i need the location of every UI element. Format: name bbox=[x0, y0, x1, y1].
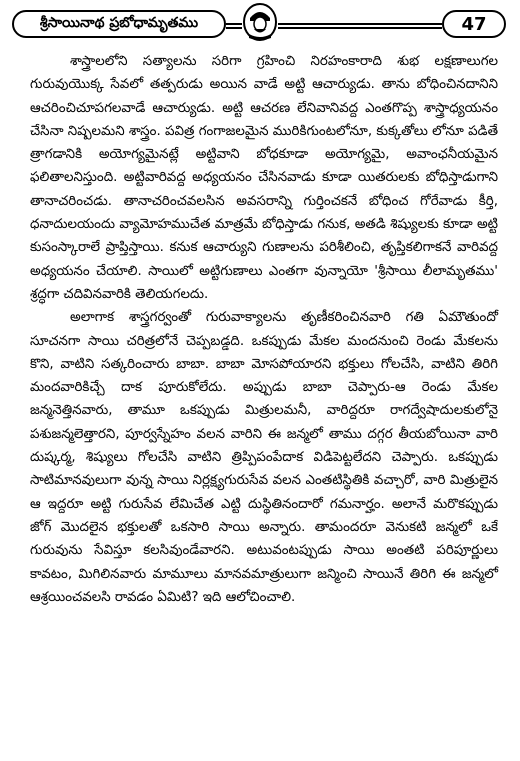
running-title: శ్రీసాయినాథ ప్రబోధామృతము bbox=[12, 10, 226, 38]
paragraph-2: అలాగాక శాస్త్రగర్వంతో గురువాక్యాలను తృణీకరించినవారి గతి ఏమౌతుందో సూచనగా సాయి చరిత్రలోనే చెప్పబడ్డది. ఒకప్పుడు మేకల మందనుంచి రెండు మేకలను కొని, వాటిని సత్కరించారు బాబా. బాబా మోసపోయారని భక్తులు గోలచేసి, వాటిని తిరిగి మందవారికిచ్చే దాక పూరుకోలేదు. అప్పుడు బాబా చెప్పారు-ఆ రెండు మేకల జన్మనెత్తినవారు, తామూ ఒకప్పుడు మిత్రులమనీ, వారిద్దరూ రాగద్వేషాదులకులోనై పశుజన్మలెత్తారని, పూర్వస్నేహం వలన వారిని ఈ జన్మలో తాము దగ్గర తీయబోయినా వారి దుష్కర్మ, శిష్యులు గోలచేసి వాటిని త్రిప్పిపంపేదాక విడిపెట్టలేదని చెప్పారు. ఒకప్పుడు సాటిమానవులుగా వున్న సాయి నిర్లక్ష్యగురుసేవ వలన ఎంతటిస్థితికి వచ్చారో, వారి మిత్రులైన ఆ ఇద్దరూ అట్టి గురుసేవ లేమిచేత ఎట్టి దుస్థితినందారో గమనార్హం. అలానే మరొకప్పుడు జోగ్ మొదలైన భక్తులతో ఒకసారి సాయి అన్నారు. తామందరూ వెనుకటి జన్మలో ఒకే గురువును సేవిస్తూ కలసివుండేవారని. అటువంటప్పుడు సాయి అంతటి పరిపూర్ణులు కావటం, మిగిలినవారు మామూలు మానవమాత్రులుగా జన్మించి సాయినే తిరిగి ఈ జన్మలో ఆశ్రయించవలసి రావడం ఏమిటి? ఇది ఆలోచించాలి. bbox=[30, 310, 498, 605]
page-body bbox=[30, 50, 498, 609]
paragraph-1: శాస్త్రాలలోని సత్యాలను సరిగా గ్రహించి నిరహంకారాది శుభ లక్షణాలుగల గురువుయొక్క సేవలో తత్పరుడు అయిన వాడే అట్టి ఆచార్యుడు. తాను బోధించినదానిని ఆచరించిచూపగలవాడే ఆచార్యుడు. అట్టి ఆచరణ లేనివానివద్ద ఎంతగొప్ప శాస్త్రాధ్యయనం చేసినా నిష్పలమని శాస్త్రం. పవిత్ర గంగాజలమైన మురికిగుంటలోనూ, కుక్కతోలు లోనూ పడితే త్రాగడానికి అయోగ్యమైనట్లే అట్టివాని బోధకూడా అయోగ్యమై, అవాంఛనీయమైన ఫలితాలనిస్తుంది. అట్టివారివద్ద అధ్యయనం చేసినవాడు కూడా యితరులకు బోధిస్తాడుగాని తానాచరించడు. తానాచరించవలసిన అవసరాన్ని గుర్తించకనే బోధించ గోరేవాడు కీర్తి, ధనాదులయందు వ్యామోహముచేత మాత్రమే బోధిస్తాడు గనుక, అతడి శిష్యులకు కూడా అట్టి కుసంస్కారాలే ప్రాప్తిస్తాయి. కనుక ఆచార్యుని గుణాలను పరిశీలించి, తృప్తికలిగాకనే వారివద్ద అధ్యయనం చేయాలి. సాయిలో అట్టిగుణాలు ఎంతగా వున్నాయో 'శ్రీసాయి లీలామృతము' శ్రద్ధగా చదివినవారికి తెలియగలదు. bbox=[30, 54, 498, 302]
page-header bbox=[12, 6, 506, 42]
sai-baba-emblem-icon bbox=[242, 2, 278, 42]
header-rule-right bbox=[278, 23, 442, 29]
header-rule-left bbox=[226, 23, 242, 29]
page-number: 47 bbox=[442, 10, 506, 38]
